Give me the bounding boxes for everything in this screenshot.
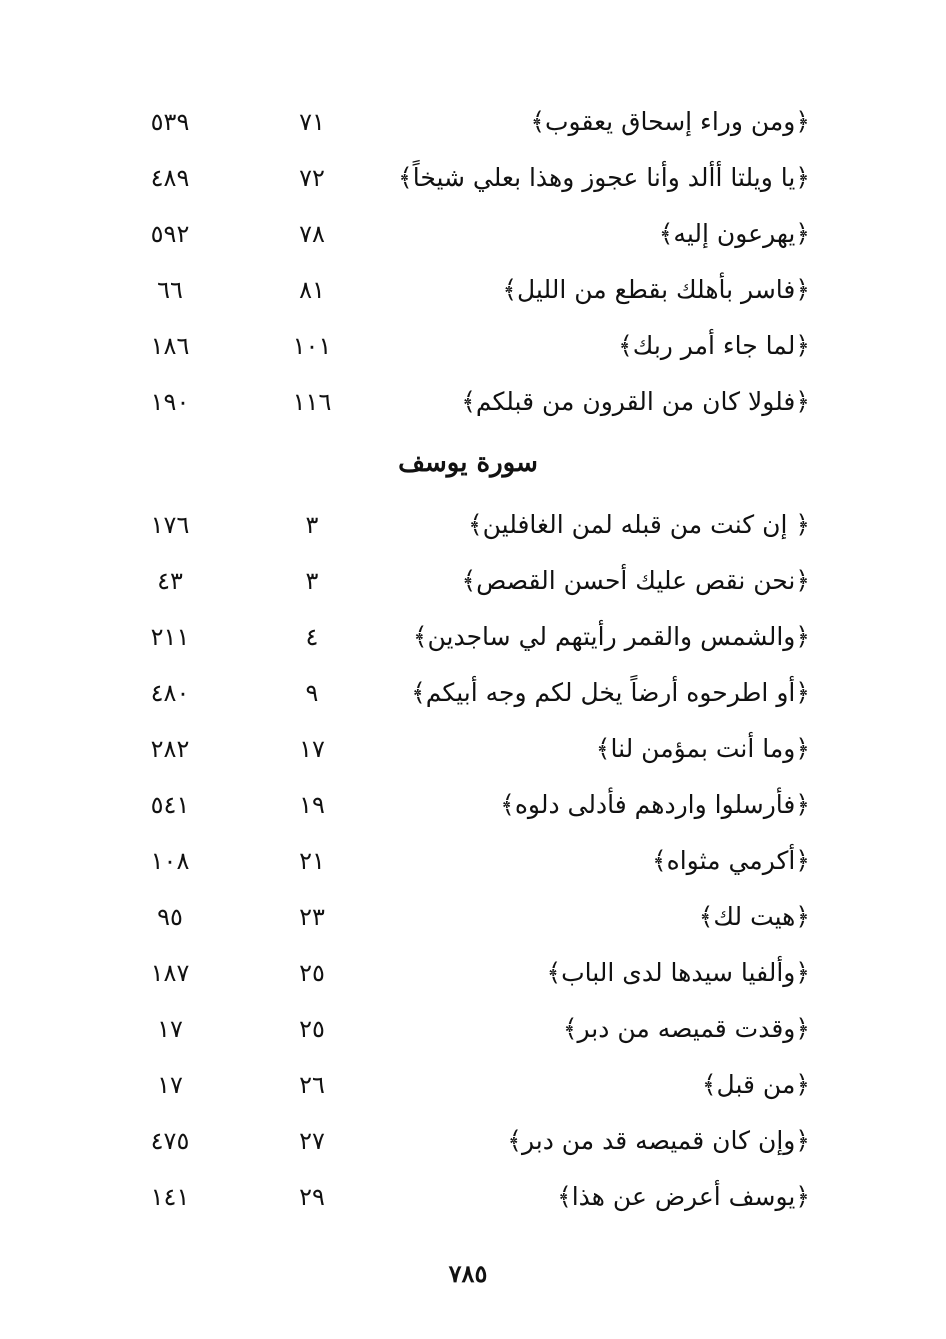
verse-text: ﴿فلولا كان من القرون من قبلكم﴾ [461,387,810,416]
table-row [0,833,946,889]
page-ref: ٤٨٠ [150,679,190,707]
page-ref: ٩٥ [157,903,183,931]
ayah-number: ٣ [305,511,319,539]
verse-text: ﴿فأرسلوا واردهم فأدلى دلوه﴾ [500,790,810,819]
table-row [0,318,946,374]
page-ref: ٢٨٢ [150,735,190,763]
ayah-number: ٢٥ [299,959,325,987]
page-ref: ١٩٠ [150,388,190,416]
verse-text: ﴿وقدت قميصه من دبر﴾ [562,1014,810,1043]
verse-text: ﴿يا ويلتا أألد وأنا عجوز وهذا بعلي شيخاً﴾ [398,163,810,192]
table-row [0,206,946,262]
page-ref: ٥٩٢ [150,220,190,248]
table-row [0,777,946,833]
page-ref: ١٧ [157,1071,183,1099]
ayah-number: ٢٩ [299,1183,325,1211]
table-row [0,1113,946,1169]
prev-section [0,94,946,430]
verse-text: ﴿وألفيا سيدها لدى الباب﴾ [546,958,810,987]
verse-text: ﴿والشمس والقمر رأيتهم لي ساجدين﴾ [412,622,810,651]
yusuf-section [0,497,946,1225]
verse-text: ﴿ إن كنت من قبله لمن الغافلين﴾ [467,510,810,539]
table-row [0,945,946,1001]
verse-text: ﴿ومن وراء إسحاق يعقوب﴾ [530,107,810,136]
page-ref: ١٤١ [150,1183,190,1211]
ayah-number: ٢٣ [299,903,325,931]
surah-title: سورة يوسف [398,448,538,478]
ayah-number: ٢٥ [299,1015,325,1043]
ayah-number: ٢١ [299,847,325,875]
ayah-number: ٩ [305,679,319,707]
verse-text: ﴿وما أنت بمؤمن لنا﴾ [595,734,810,763]
table-row [0,1057,946,1113]
table-row [0,609,946,665]
page-ref: ٦٦ [157,276,183,304]
page-number: ٧٨٥ [448,1259,488,1288]
page-ref: ٥٣٩ [150,108,190,136]
page-ref: ٤٧٥ [150,1127,190,1155]
ayah-number: ٣ [305,567,319,595]
ayah-number: ١٠١ [292,332,332,360]
verse-text: ﴿يهرعون إليه﴾ [658,219,810,248]
table-row [0,889,946,945]
table-row [0,665,946,721]
verse-text: ﴿هيت لك﴾ [698,902,810,931]
verse-text: ﴿أكرمي مثواه﴾ [651,846,810,875]
table-row [0,150,946,206]
page-ref: ٤٨٩ [150,164,190,192]
ayah-number: ٢٧ [299,1127,325,1155]
verse-text: ﴿لما جاء أمر ربك﴾ [618,331,810,360]
table-row [0,553,946,609]
table-row [0,94,946,150]
page-ref: ٤٣ [157,567,183,595]
verse-text: ﴿يوسف أعرض عن هذا﴾ [557,1182,810,1211]
table-row [0,262,946,318]
ayah-number: ٧٨ [299,220,325,248]
verse-text: ﴿أو اطرحوه أرضاً يخل لكم وجه أبيكم﴾ [411,678,810,707]
verse-text: ﴿نحن نقص عليك أحسن القصص﴾ [461,566,810,595]
ayah-number: ١٧ [299,735,325,763]
page-ref: ١٨٦ [150,332,190,360]
table-row [0,1001,946,1057]
verse-text: ﴿فاسر بأهلك بقطع من الليل﴾ [502,275,810,304]
page-ref: ١٧٦ [150,511,190,539]
page-ref: ١٧ [157,1015,183,1043]
ayah-number: ١١٦ [292,388,332,416]
verse-text: ﴿وإن كان قميصه قد من دبر﴾ [507,1126,810,1155]
ayah-number: ٧١ [299,108,325,136]
ayah-number: ١٩ [299,791,325,819]
table-row [0,497,946,553]
ayah-number: ٤ [305,623,319,651]
ayah-number: ٢٦ [299,1071,325,1099]
verse-text: ﴿من قبل﴾ [701,1070,810,1099]
table-row [0,374,946,430]
ayah-number: ٧٢ [299,164,325,192]
table-row [0,1169,946,1225]
page-ref: ١٨٧ [150,959,190,987]
ayah-number: ٨١ [299,276,325,304]
table-row [0,721,946,777]
page-ref: ٥٤١ [150,791,190,819]
page-ref: ٢١١ [150,623,190,651]
page-ref: ١٠٨ [150,847,190,875]
